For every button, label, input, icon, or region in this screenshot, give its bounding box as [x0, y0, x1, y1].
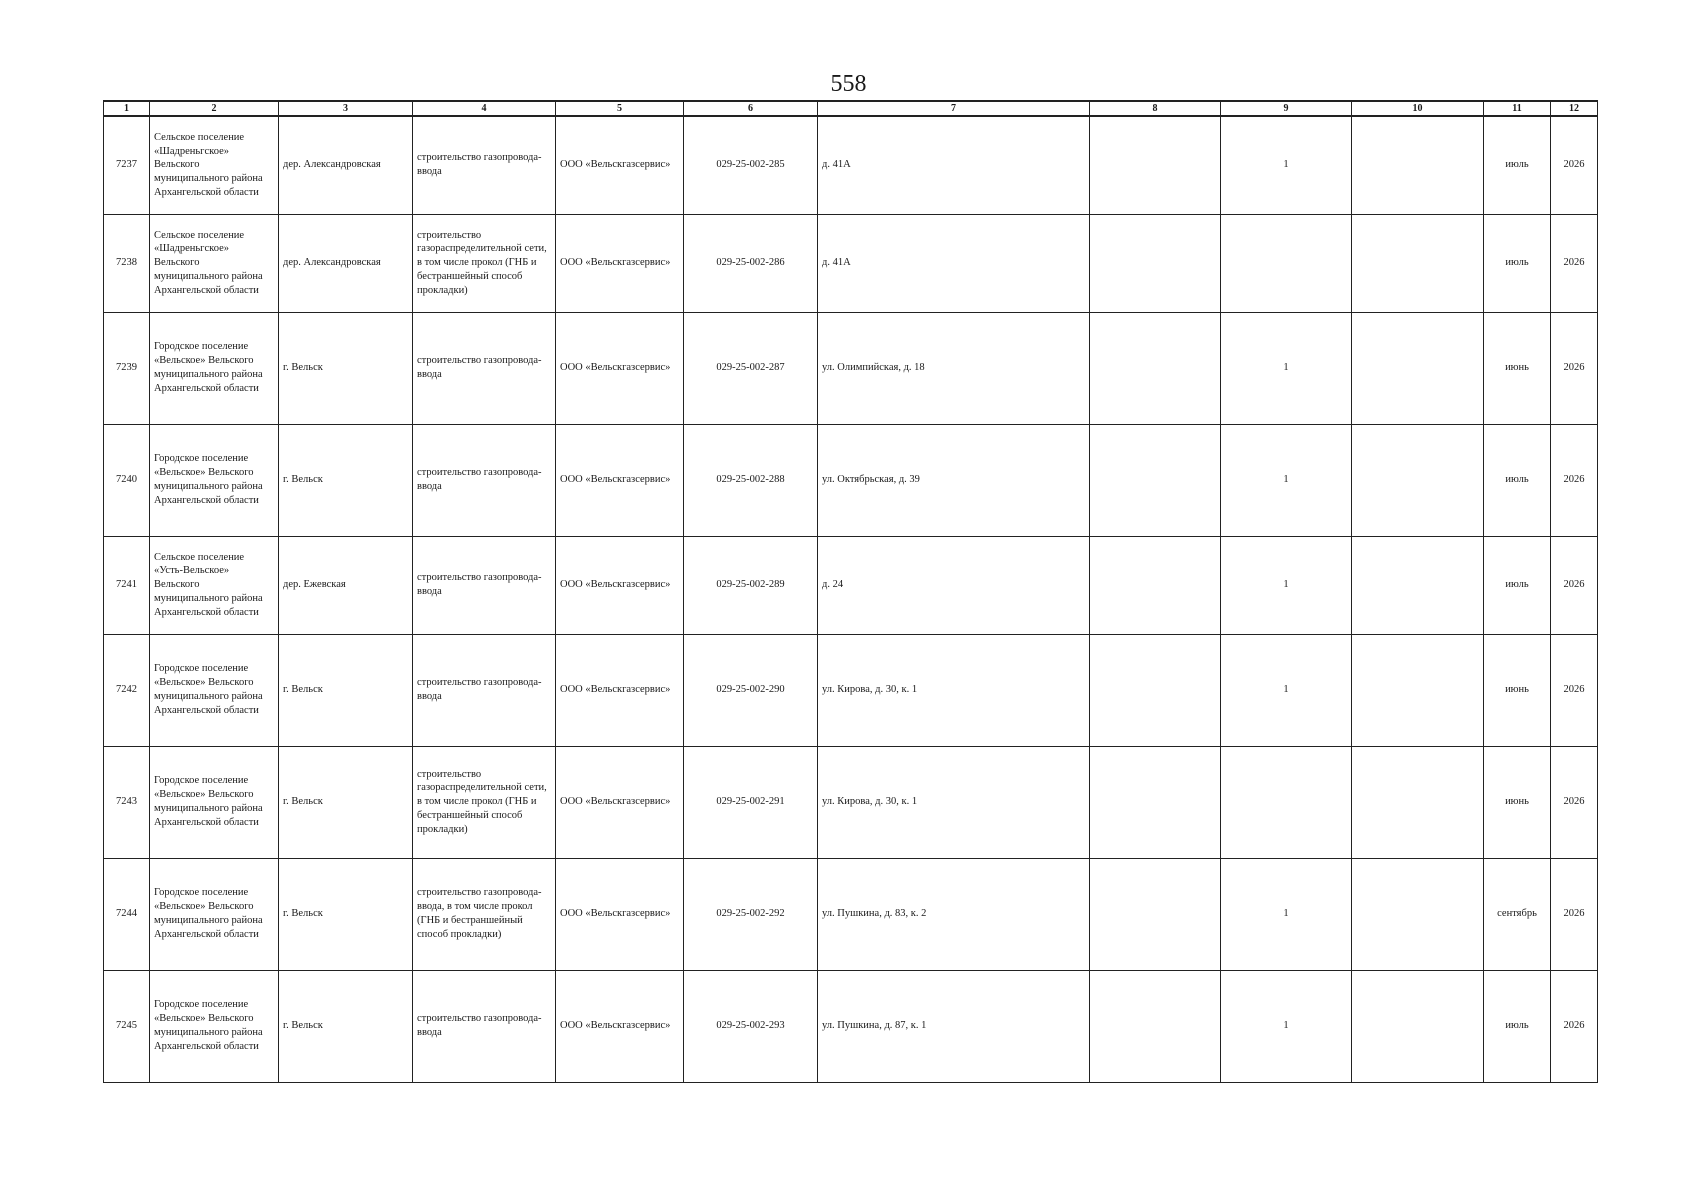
organization-cell: ООО «Вельскгазсервис» [556, 858, 684, 970]
year-cell: 2026 [1551, 214, 1598, 312]
year-cell: 2026 [1551, 970, 1598, 1082]
municipality-cell: Городское поселение «Вельское» Вельского муниципального района Архангельской области [150, 858, 279, 970]
column-8-cell [1090, 858, 1221, 970]
table-row [104, 214, 1598, 312]
municipality-cell: Городское поселение «Вельское» Вельского муниципального района Архангельской области [150, 746, 279, 858]
count-cell: 1 [1221, 634, 1352, 746]
address-cell: ул. Пушкина, д. 83, к. 2 [818, 858, 1090, 970]
row-number: 7242 [104, 634, 150, 746]
organization-cell: ООО «Вельскгазсервис» [556, 214, 684, 312]
work-type-cell: строительство газопровода-ввода [413, 536, 556, 634]
object-code-cell: 029-25-002-293 [684, 970, 818, 1082]
count-cell: 1 [1221, 116, 1352, 214]
column-header-12: 12 [1551, 101, 1598, 116]
municipality-cell: Городское поселение «Вельское» Вельского муниципального района Архангельской области [150, 970, 279, 1082]
municipality-cell: Сельское поселение «Шадреньгское» Вельского муниципального района Архангельской области [150, 116, 279, 214]
column-header-8: 8 [1090, 101, 1221, 116]
organization-cell: ООО «Вельскгазсервис» [556, 634, 684, 746]
column-10-cell [1352, 634, 1484, 746]
column-header-10: 10 [1352, 101, 1484, 116]
locality-cell: г. Вельск [279, 970, 413, 1082]
address-cell: ул. Октябрьская, д. 39 [818, 424, 1090, 536]
address-cell: д. 41А [818, 116, 1090, 214]
object-code-cell: 029-25-002-286 [684, 214, 818, 312]
address-cell: ул. Олимпийская, д. 18 [818, 312, 1090, 424]
column-8-cell [1090, 536, 1221, 634]
count-cell: 1 [1221, 970, 1352, 1082]
month-cell: июнь [1484, 312, 1551, 424]
work-type-cell: строительство газопровода-ввода, в том числе прокол (ГНБ и бестраншейный способ прокладки) [413, 858, 556, 970]
count-cell: 1 [1221, 536, 1352, 634]
row-number: 7238 [104, 214, 150, 312]
column-header-6: 6 [684, 101, 818, 116]
count-cell: 1 [1221, 858, 1352, 970]
row-number: 7243 [104, 746, 150, 858]
locality-cell: дер. Ежевская [279, 536, 413, 634]
year-cell: 2026 [1551, 536, 1598, 634]
object-code-cell: 029-25-002-287 [684, 312, 818, 424]
work-type-cell: строительство газопровода-ввода [413, 970, 556, 1082]
organization-cell: ООО «Вельскгазсервис» [556, 746, 684, 858]
table-body [104, 116, 1598, 1082]
row-number: 7240 [104, 424, 150, 536]
column-header-4: 4 [413, 101, 556, 116]
organization-cell: ООО «Вельскгазсервис» [556, 312, 684, 424]
locality-cell: г. Вельск [279, 634, 413, 746]
work-type-cell: строительство газораспределительной сети, в том числе прокол (ГНБ и бестраншейный способ прокладки) [413, 214, 556, 312]
object-code-cell: 029-25-002-289 [684, 536, 818, 634]
locality-cell: г. Вельск [279, 312, 413, 424]
object-code-cell: 029-25-002-290 [684, 634, 818, 746]
table-row [104, 312, 1598, 424]
column-header-3: 3 [279, 101, 413, 116]
row-number: 7239 [104, 312, 150, 424]
month-cell: июль [1484, 970, 1551, 1082]
table-row [104, 746, 1598, 858]
count-cell [1221, 214, 1352, 312]
column-10-cell [1352, 312, 1484, 424]
work-type-cell: строительство газопровода-ввода [413, 424, 556, 536]
address-cell: ул. Пушкина, д. 87, к. 1 [818, 970, 1090, 1082]
address-cell: д. 41А [818, 214, 1090, 312]
year-cell: 2026 [1551, 312, 1598, 424]
column-header-5: 5 [556, 101, 684, 116]
column-10-cell [1352, 858, 1484, 970]
organization-cell: ООО «Вельскгазсервис» [556, 116, 684, 214]
column-8-cell [1090, 312, 1221, 424]
work-type-cell: строительство газопровода-ввода [413, 116, 556, 214]
municipality-cell: Сельское поселение «Усть-Вельское» Вельского муниципального района Архангельской области [150, 536, 279, 634]
table-row [104, 424, 1598, 536]
year-cell: 2026 [1551, 424, 1598, 536]
work-type-cell: строительство газопровода-ввода [413, 312, 556, 424]
municipality-cell: Сельское поселение «Шадреньгское» Вельского муниципального района Архангельской области [150, 214, 279, 312]
municipality-cell: Городское поселение «Вельское» Вельского муниципального района Архангельской области [150, 634, 279, 746]
row-number: 7245 [104, 970, 150, 1082]
table-row [104, 536, 1598, 634]
row-number: 7244 [104, 858, 150, 970]
column-header-1: 1 [104, 101, 150, 116]
count-cell: 1 [1221, 424, 1352, 536]
organization-cell: ООО «Вельскгазсервис» [556, 970, 684, 1082]
locality-cell: дер. Александровская [279, 116, 413, 214]
column-10-cell [1352, 536, 1484, 634]
work-type-cell: строительство газопровода-ввода [413, 634, 556, 746]
column-8-cell [1090, 116, 1221, 214]
month-cell: июль [1484, 536, 1551, 634]
column-10-cell [1352, 424, 1484, 536]
column-10-cell [1352, 970, 1484, 1082]
row-number: 7241 [104, 536, 150, 634]
page-number: 558 [830, 71, 867, 97]
column-8-cell [1090, 214, 1221, 312]
column-10-cell [1352, 214, 1484, 312]
count-cell: 1 [1221, 312, 1352, 424]
municipality-cell: Городское поселение «Вельское» Вельского муниципального района Архангельской области [150, 424, 279, 536]
table-row [104, 970, 1598, 1082]
row-number: 7237 [104, 116, 150, 214]
object-code-cell: 029-25-002-291 [684, 746, 818, 858]
header-row [104, 101, 1598, 116]
year-cell: 2026 [1551, 116, 1598, 214]
column-header-7: 7 [818, 101, 1090, 116]
table-row [104, 634, 1598, 746]
table-row [104, 116, 1598, 214]
column-header-9: 9 [1221, 101, 1352, 116]
month-cell: июнь [1484, 634, 1551, 746]
column-8-cell [1090, 634, 1221, 746]
object-code-cell: 029-25-002-285 [684, 116, 818, 214]
month-cell: июнь [1484, 746, 1551, 858]
address-cell: ул. Кирова, д. 30, к. 1 [818, 746, 1090, 858]
municipality-cell: Городское поселение «Вельское» Вельского муниципального района Архангельской области [150, 312, 279, 424]
object-code-cell: 029-25-002-288 [684, 424, 818, 536]
month-cell: сентябрь [1484, 858, 1551, 970]
column-8-cell [1090, 970, 1221, 1082]
year-cell: 2026 [1551, 746, 1598, 858]
year-cell: 2026 [1551, 858, 1598, 970]
count-cell [1221, 746, 1352, 858]
year-cell: 2026 [1551, 634, 1598, 746]
locality-cell: г. Вельск [279, 858, 413, 970]
work-type-cell: строительство газораспределительной сети, в том числе прокол (ГНБ и бестраншейный способ прокладки) [413, 746, 556, 858]
column-header-2: 2 [150, 101, 279, 116]
column-header-11: 11 [1484, 101, 1551, 116]
address-cell: ул. Кирова, д. 30, к. 1 [818, 634, 1090, 746]
locality-cell: г. Вельск [279, 424, 413, 536]
column-10-cell [1352, 116, 1484, 214]
locality-cell: дер. Александровская [279, 214, 413, 312]
address-cell: д. 24 [818, 536, 1090, 634]
month-cell: июль [1484, 424, 1551, 536]
table-header [104, 101, 1598, 116]
month-cell: июль [1484, 214, 1551, 312]
organization-cell: ООО «Вельскгазсервис» [556, 424, 684, 536]
month-cell: июль [1484, 116, 1551, 214]
organization-cell: ООО «Вельскгазсервис» [556, 536, 684, 634]
column-10-cell [1352, 746, 1484, 858]
locality-cell: г. Вельск [279, 746, 413, 858]
table-row [104, 858, 1598, 970]
column-8-cell [1090, 424, 1221, 536]
column-8-cell [1090, 746, 1221, 858]
registry-table [103, 100, 1598, 1083]
object-code-cell: 029-25-002-292 [684, 858, 818, 970]
